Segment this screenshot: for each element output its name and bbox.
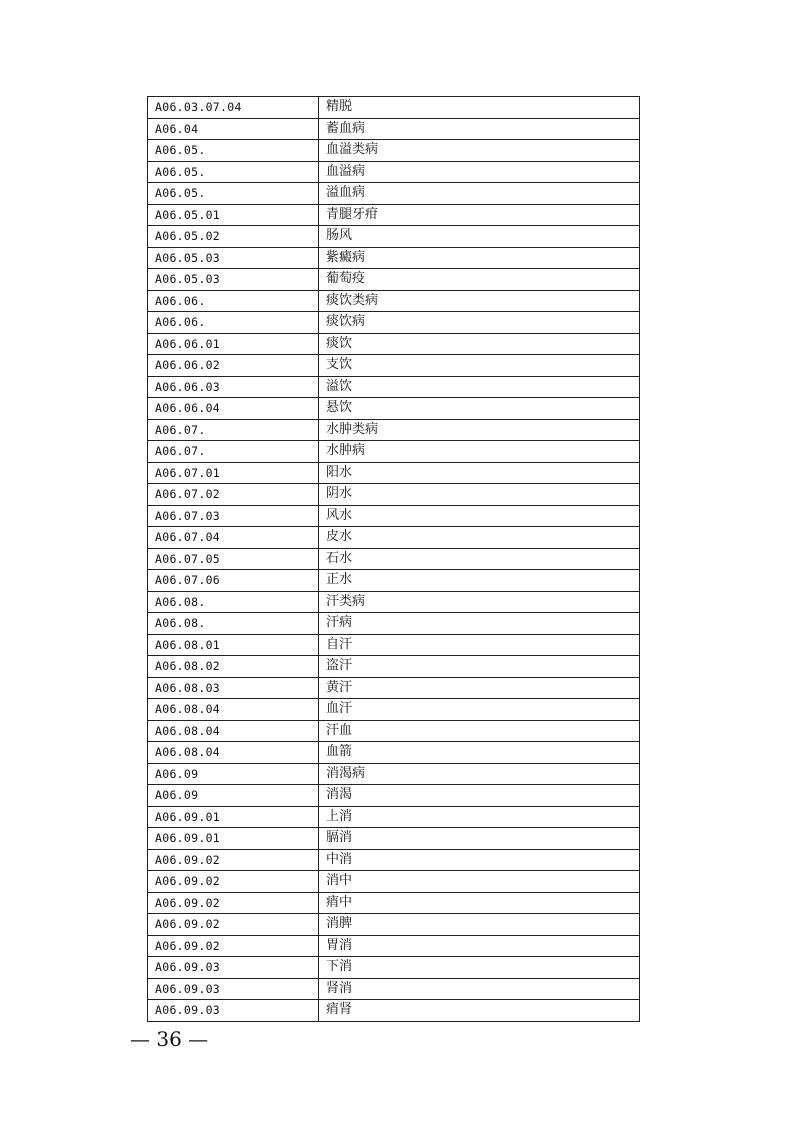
term-cell: 精脱 — [319, 97, 640, 119]
term-cell: 自汗 — [319, 634, 640, 656]
term-cell: 正水 — [319, 570, 640, 592]
term-cell: 血溢类病 — [319, 140, 640, 162]
term-cell: 痰饮 — [319, 333, 640, 355]
code-cell: A06.08.02 — [148, 656, 319, 678]
code-cell: A06.09.03 — [148, 978, 319, 1000]
term-cell: 阳水 — [319, 462, 640, 484]
table-row — [148, 527, 640, 549]
table-body — [148, 97, 640, 1022]
code-cell: A06.05. — [148, 140, 319, 162]
table-row — [148, 140, 640, 162]
code-cell: A06.08. — [148, 591, 319, 613]
term-cell: 水肿病 — [319, 441, 640, 463]
code-cell: A06.07.04 — [148, 527, 319, 549]
term-cell: 汗病 — [319, 613, 640, 635]
table-row — [148, 570, 640, 592]
table-row — [148, 677, 640, 699]
term-cell: 汗类病 — [319, 591, 640, 613]
code-cell: A06.06. — [148, 290, 319, 312]
code-cell: A06.09.03 — [148, 957, 319, 979]
code-cell: A06.08.04 — [148, 742, 319, 764]
code-cell: A06.05. — [148, 161, 319, 183]
term-cell: 水肿类病 — [319, 419, 640, 441]
term-cell: 膈消 — [319, 828, 640, 850]
term-cell: 汗血 — [319, 720, 640, 742]
table-row — [148, 376, 640, 398]
code-cell: A06.06.04 — [148, 398, 319, 420]
code-cell: A06.09.02 — [148, 849, 319, 871]
table-row — [148, 398, 640, 420]
table-row — [148, 462, 640, 484]
term-cell: 溢血病 — [319, 183, 640, 205]
term-cell: 肾消 — [319, 978, 640, 1000]
table-row — [148, 118, 640, 140]
code-cell: A06.07. — [148, 441, 319, 463]
code-cell: A06.07. — [148, 419, 319, 441]
code-cell: A06.07.02 — [148, 484, 319, 506]
code-cell: A06.08.04 — [148, 720, 319, 742]
table-row — [148, 484, 640, 506]
term-cell: 肠风 — [319, 226, 640, 248]
code-cell: A06.09.01 — [148, 828, 319, 850]
table-row — [148, 204, 640, 226]
term-cell: 石水 — [319, 548, 640, 570]
code-cell: A06.07.03 — [148, 505, 319, 527]
code-cell: A06.08. — [148, 613, 319, 635]
code-cell: A06.06.01 — [148, 333, 319, 355]
code-cell: A06.09.02 — [148, 914, 319, 936]
code-cell: A06.06.02 — [148, 355, 319, 377]
term-cell: 悬饮 — [319, 398, 640, 420]
table-row — [148, 978, 640, 1000]
table-row — [148, 1000, 640, 1022]
table-row — [148, 269, 640, 291]
table-row — [148, 699, 640, 721]
term-cell: 痰饮病 — [319, 312, 640, 334]
table-row — [148, 914, 640, 936]
table-row — [148, 97, 640, 119]
term-cell: 胃消 — [319, 935, 640, 957]
term-cell: 阴水 — [319, 484, 640, 506]
term-cell: 消中 — [319, 871, 640, 893]
table-row — [148, 548, 640, 570]
table-row — [148, 613, 640, 635]
code-cell: A06.05.02 — [148, 226, 319, 248]
code-cell: A06.07.01 — [148, 462, 319, 484]
term-cell: 中消 — [319, 849, 640, 871]
table-row — [148, 355, 640, 377]
term-cell: 葡萄疫 — [319, 269, 640, 291]
table-row — [148, 505, 640, 527]
term-cell: 血溢病 — [319, 161, 640, 183]
code-cell: A06.06.03 — [148, 376, 319, 398]
code-cell: A06.09 — [148, 785, 319, 807]
code-cell: A06.04 — [148, 118, 319, 140]
table-row — [148, 634, 640, 656]
code-cell: A06.09.02 — [148, 892, 319, 914]
term-cell: 溢饮 — [319, 376, 640, 398]
term-cell: 痟肾 — [319, 1000, 640, 1022]
code-cell: A06.09.02 — [148, 871, 319, 893]
term-cell: 蓄血病 — [319, 118, 640, 140]
table-row — [148, 828, 640, 850]
term-cell: 风水 — [319, 505, 640, 527]
code-cell: A06.09 — [148, 763, 319, 785]
code-cell: A06.08.04 — [148, 699, 319, 721]
table-row — [148, 656, 640, 678]
table-row — [148, 742, 640, 764]
code-cell: A06.06. — [148, 312, 319, 334]
term-cell: 黄汗 — [319, 677, 640, 699]
code-cell: A06.07.05 — [148, 548, 319, 570]
table-row — [148, 806, 640, 828]
code-cell: A06.05. — [148, 183, 319, 205]
code-cell: A06.05.03 — [148, 269, 319, 291]
table-row — [148, 312, 640, 334]
term-cell: 痟中 — [319, 892, 640, 914]
table-row — [148, 763, 640, 785]
code-cell: A06.05.01 — [148, 204, 319, 226]
code-cell: A06.09.03 — [148, 1000, 319, 1022]
disease-code-table — [147, 96, 640, 1022]
table-row — [148, 892, 640, 914]
table-row — [148, 935, 640, 957]
code-cell: A06.08.01 — [148, 634, 319, 656]
table-row — [148, 720, 640, 742]
table-row — [148, 419, 640, 441]
term-cell: 青腿牙疳 — [319, 204, 640, 226]
table-row — [148, 290, 640, 312]
code-cell: A06.09.01 — [148, 806, 319, 828]
table-row — [148, 441, 640, 463]
term-cell: 紫癜病 — [319, 247, 640, 269]
table-row — [148, 183, 640, 205]
term-cell: 支饮 — [319, 355, 640, 377]
table-row — [148, 161, 640, 183]
table-row — [148, 849, 640, 871]
table-row — [148, 247, 640, 269]
term-cell: 盗汗 — [319, 656, 640, 678]
term-cell: 血汗 — [319, 699, 640, 721]
term-cell: 皮水 — [319, 527, 640, 549]
code-cell: A06.03.07.04 — [148, 97, 319, 119]
table-row — [148, 785, 640, 807]
table-row — [148, 957, 640, 979]
table-row — [148, 591, 640, 613]
term-cell: 下消 — [319, 957, 640, 979]
page-number: — 36 — — [130, 1027, 209, 1051]
table-row — [148, 226, 640, 248]
table-row — [148, 871, 640, 893]
term-cell: 上消 — [319, 806, 640, 828]
code-cell: A06.07.06 — [148, 570, 319, 592]
term-cell: 消渴 — [319, 785, 640, 807]
term-cell: 痰饮类病 — [319, 290, 640, 312]
table-row — [148, 333, 640, 355]
term-cell: 消脾 — [319, 914, 640, 936]
code-cell: A06.05.03 — [148, 247, 319, 269]
code-cell: A06.09.02 — [148, 935, 319, 957]
term-cell: 血箭 — [319, 742, 640, 764]
code-cell: A06.08.03 — [148, 677, 319, 699]
term-cell: 消渴病 — [319, 763, 640, 785]
